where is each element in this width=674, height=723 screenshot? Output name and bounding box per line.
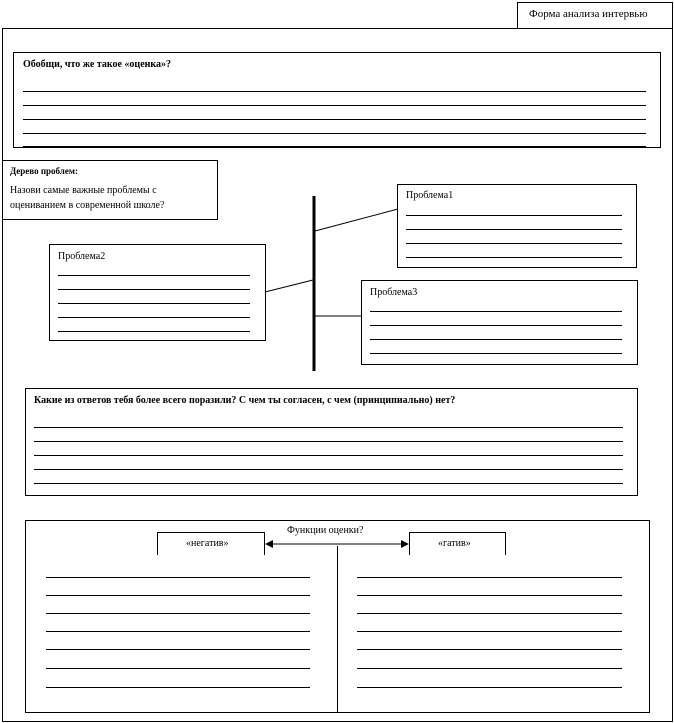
answer-line[interactable] (406, 229, 622, 230)
answer-line[interactable] (357, 631, 622, 632)
answer-line[interactable] (46, 631, 310, 632)
negative-label: «негатив» (186, 538, 229, 549)
answer-line[interactable] (58, 331, 250, 332)
answer-line[interactable] (357, 649, 622, 650)
answer-line[interactable] (58, 303, 250, 304)
problem3-label: Проблема3 (370, 287, 418, 298)
answer-line[interactable] (357, 595, 622, 596)
answer-line[interactable] (23, 105, 646, 106)
answers-question: Какие из ответов тебя более всего поразили? С чем ты согласен, с чем (принципиально) нет? (34, 395, 456, 406)
problem1-box (397, 184, 637, 268)
answer-line[interactable] (34, 427, 623, 428)
summary-question: Обобщи, что же такое «оценка»? (23, 59, 172, 70)
answer-line[interactable] (406, 215, 622, 216)
form-title-box (517, 2, 673, 29)
problem-tree-box (2, 160, 218, 220)
negative-tab (157, 532, 265, 555)
answer-line[interactable] (46, 577, 310, 578)
problem1-label: Проблема1 (406, 190, 454, 201)
answer-line[interactable] (58, 289, 250, 290)
answer-line[interactable] (406, 243, 622, 244)
answer-line[interactable] (34, 441, 623, 442)
answers-box (25, 388, 638, 496)
answer-line[interactable] (370, 325, 622, 326)
answer-line[interactable] (370, 339, 622, 340)
answer-line[interactable] (46, 649, 310, 650)
answer-line[interactable] (46, 613, 310, 614)
problem2-label: Проблема2 (58, 251, 106, 262)
answer-line[interactable] (34, 469, 623, 470)
answer-line[interactable] (46, 595, 310, 596)
answer-line[interactable] (46, 668, 310, 669)
answer-line[interactable] (23, 91, 646, 92)
answer-line[interactable] (370, 353, 622, 354)
answer-line[interactable] (23, 146, 646, 147)
problem2-box (49, 244, 266, 341)
problem-tree-prompt-line2: оцениванием в современной школе? (10, 200, 165, 211)
summary-box (13, 52, 661, 148)
problem-tree-prompt-line1: Назови самые важные проблемы с (10, 185, 157, 196)
positive-tab (409, 532, 506, 555)
answer-line[interactable] (370, 311, 622, 312)
answer-line[interactable] (357, 668, 622, 669)
problem3-box (361, 280, 638, 365)
answer-line[interactable] (58, 317, 250, 318)
answer-line[interactable] (357, 613, 622, 614)
functions-divider (337, 546, 338, 713)
problem-tree-heading: Дерево проблем: (10, 166, 78, 176)
answer-line[interactable] (357, 687, 622, 688)
answer-line[interactable] (46, 687, 310, 688)
form-title: Форма анализа интервью (529, 8, 648, 20)
answer-line[interactable] (357, 577, 622, 578)
answer-line[interactable] (58, 275, 250, 276)
answer-line[interactable] (23, 133, 646, 134)
functions-title: Функции оценки? (287, 525, 364, 536)
answer-line[interactable] (23, 119, 646, 120)
answer-line[interactable] (406, 257, 622, 258)
answer-line[interactable] (34, 455, 623, 456)
positive-label: «гатив» (438, 538, 471, 549)
answer-line[interactable] (34, 483, 623, 484)
